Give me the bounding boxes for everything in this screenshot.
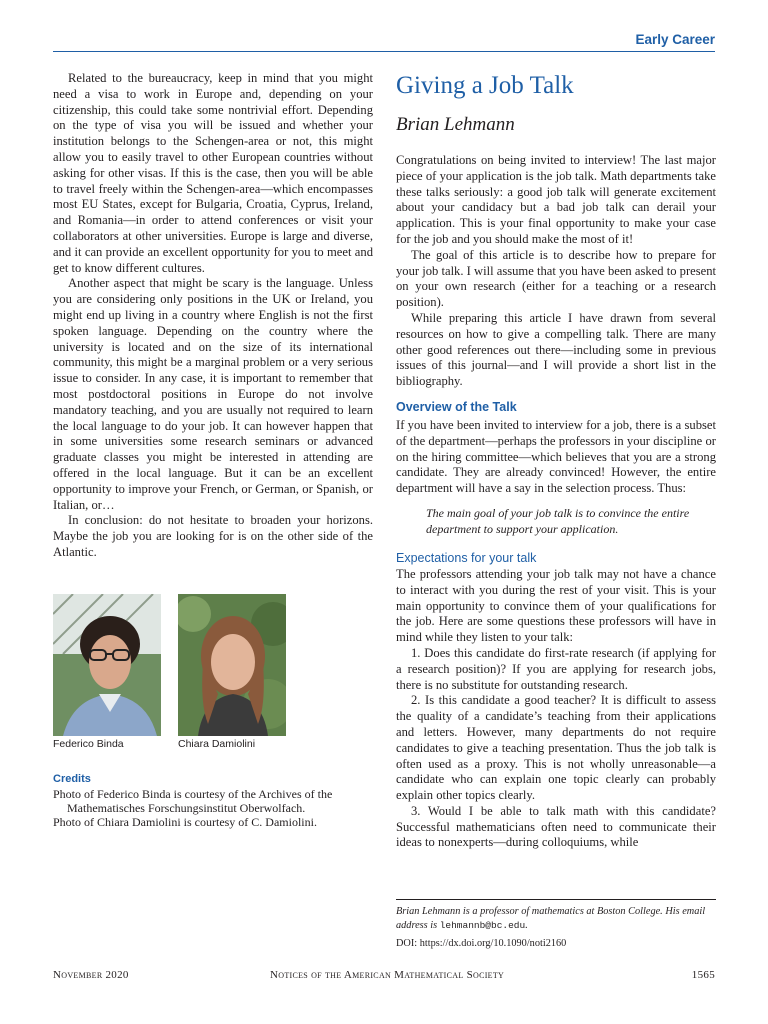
left-paragraph: Another aspect that might be scary is the language. Unless you are considering only positions in the UK or Ireland, you might end up living in a country where English is not the first spoken language. Depending on the country where the university is located and on the size of its international community, this might be a marginal problem or a very serious issue to consider. In any case, it is important to remember that most postdoctoral positions in Europe do not involve mandatory teaching, and you are usually not required to learn the local language to do your job. It can however happen that in some universities some research seminars or advanced graduate classes you might be interested in attending are offered in the local language. But it can be an excellent opportunity to improve your French, or German, or Spanish, or Italian, or… <box>53 276 373 512</box>
footnote-rule <box>396 899 716 900</box>
portrait-photo <box>53 594 161 736</box>
doi-link[interactable]: DOI: https://dx.doi.org/10.1090/noti2160 <box>396 938 567 949</box>
header-rule <box>53 51 715 52</box>
author-bio: Brian Lehmann is a professor of mathematics at Boston College. His email address is <box>396 906 706 931</box>
question-item: 3. Would I be able to talk math with this candidate? Successful mathematicians often need to communicate their ideas to nonexperts—during colloquiums, while <box>396 803 716 850</box>
article-author: Brian Lehmann <box>396 114 515 135</box>
question-item: 1. Does this candidate do first-rate research (if applying for a research position)? If you are applying for research jobs, there is no substitute for outstanding research. <box>396 645 716 692</box>
credit-line: Photo of Chiara Damiolini is courtesy of C. Damiolini. <box>53 815 317 829</box>
intro-paragraph: Congratulations on being invited to interview! The last major piece of your application is the job talk. Math departments take these talks seriously: a good job talk will generate excitement about your candidacy but a bad job talk can derail your application. This is your final opportunity to make your case for the job and you should make the most of it! <box>396 153 716 246</box>
section-label: Early Career <box>635 32 715 47</box>
page-number: 1565 <box>691 969 715 981</box>
right-column <box>396 71 716 851</box>
pull-quote: The main goal of your job talk is to convince the entire department to support your application. <box>426 505 690 536</box>
photo-caption: Federico Binda <box>53 738 124 750</box>
footer-date: November 2020 <box>53 969 129 981</box>
expectations-paragraph: The professors attending your job talk may not have a chance to interact with you during the rest of your visit. This is your main opportunity to convince them of your qualifications for the job. Here are some questions these professors will have in mind while they listen to your talk: <box>396 566 716 645</box>
question-item: 2. Is this candidate a good teacher? It is difficult to assess the quality of a candidate’s teaching from their applications and letters. However, many departments do not require candidates to give a teaching presentation. Thus the job talk is often used as a proxy. This is not wholly unreasonable—a candidate who can explain one topic clearly can probably explain other topics clearly. <box>396 693 716 803</box>
left-paragraph: Related to the bureaucracy, keep in mind that you might need a visa to work in Europe and, depending on your citizenship, this could take some nontrivial effort. Depending on the type of visa you will be issued and whether your institution belongs to the Schengen-area or not, this might allow you to easily travel to other European countries without asking for other visas. If this is the case, then you will be able to travel freely within the Schengen-area—which encompasses most EU States, except for Bulgaria, Croatia, Cyprus, Ireland, and Romania—in order to attend conferences or visit your collaborators at other universities. Europe is large and diverse, and it can provide an excellent opportunity for you to meet and get to know different cultures. <box>53 71 373 275</box>
subsection-heading: Expectations for your talk <box>396 550 537 565</box>
photo-caption: Chiara Damiolini <box>178 738 256 750</box>
author-footnote <box>396 905 716 951</box>
author-email[interactable]: lehmannb@bc.edu <box>439 920 526 931</box>
email-period: . <box>525 920 528 931</box>
article-title: Giving a Job Talk <box>396 72 574 99</box>
overview-paragraph: If you have been invited to interview for a job, there is a subset of the department—perhaps the professors in your discipline or on the hiring committee—which believes that you are a strong candidate. They are already convinced! However, the entire department will have a say in the selection process. Thus: <box>396 417 716 496</box>
photos <box>53 594 373 754</box>
section-heading: Overview of the Talk <box>396 399 517 414</box>
credits-heading: Credits <box>53 773 91 785</box>
left-paragraph: In conclusion: do not hesitate to broaden your horizons. Maybe the job you are looking for is on the other side of the Atlantic. <box>53 513 373 559</box>
credits <box>53 773 373 829</box>
portrait-photo <box>178 594 286 736</box>
intro-paragraph: While preparing this article I have drawn from several resources on how to give a compelling talk. There are many other good references out there—including some in previous issues of this journal—and I will provide a short list in the bibliography. <box>396 310 716 389</box>
credit-line: Photo of Federico Binda is courtesy of the Archives of the Mathematisches Forschungsinstitut Oberwolfach. <box>53 787 333 815</box>
footer-journal: Notices of the American Mathematical Society <box>270 969 505 981</box>
left-column <box>53 71 373 561</box>
intro-paragraph: The goal of this article is to describe how to prepare for your job talk. I will assume that you have been asked to present on your own research (either for a teaching or a research position). <box>396 247 717 310</box>
